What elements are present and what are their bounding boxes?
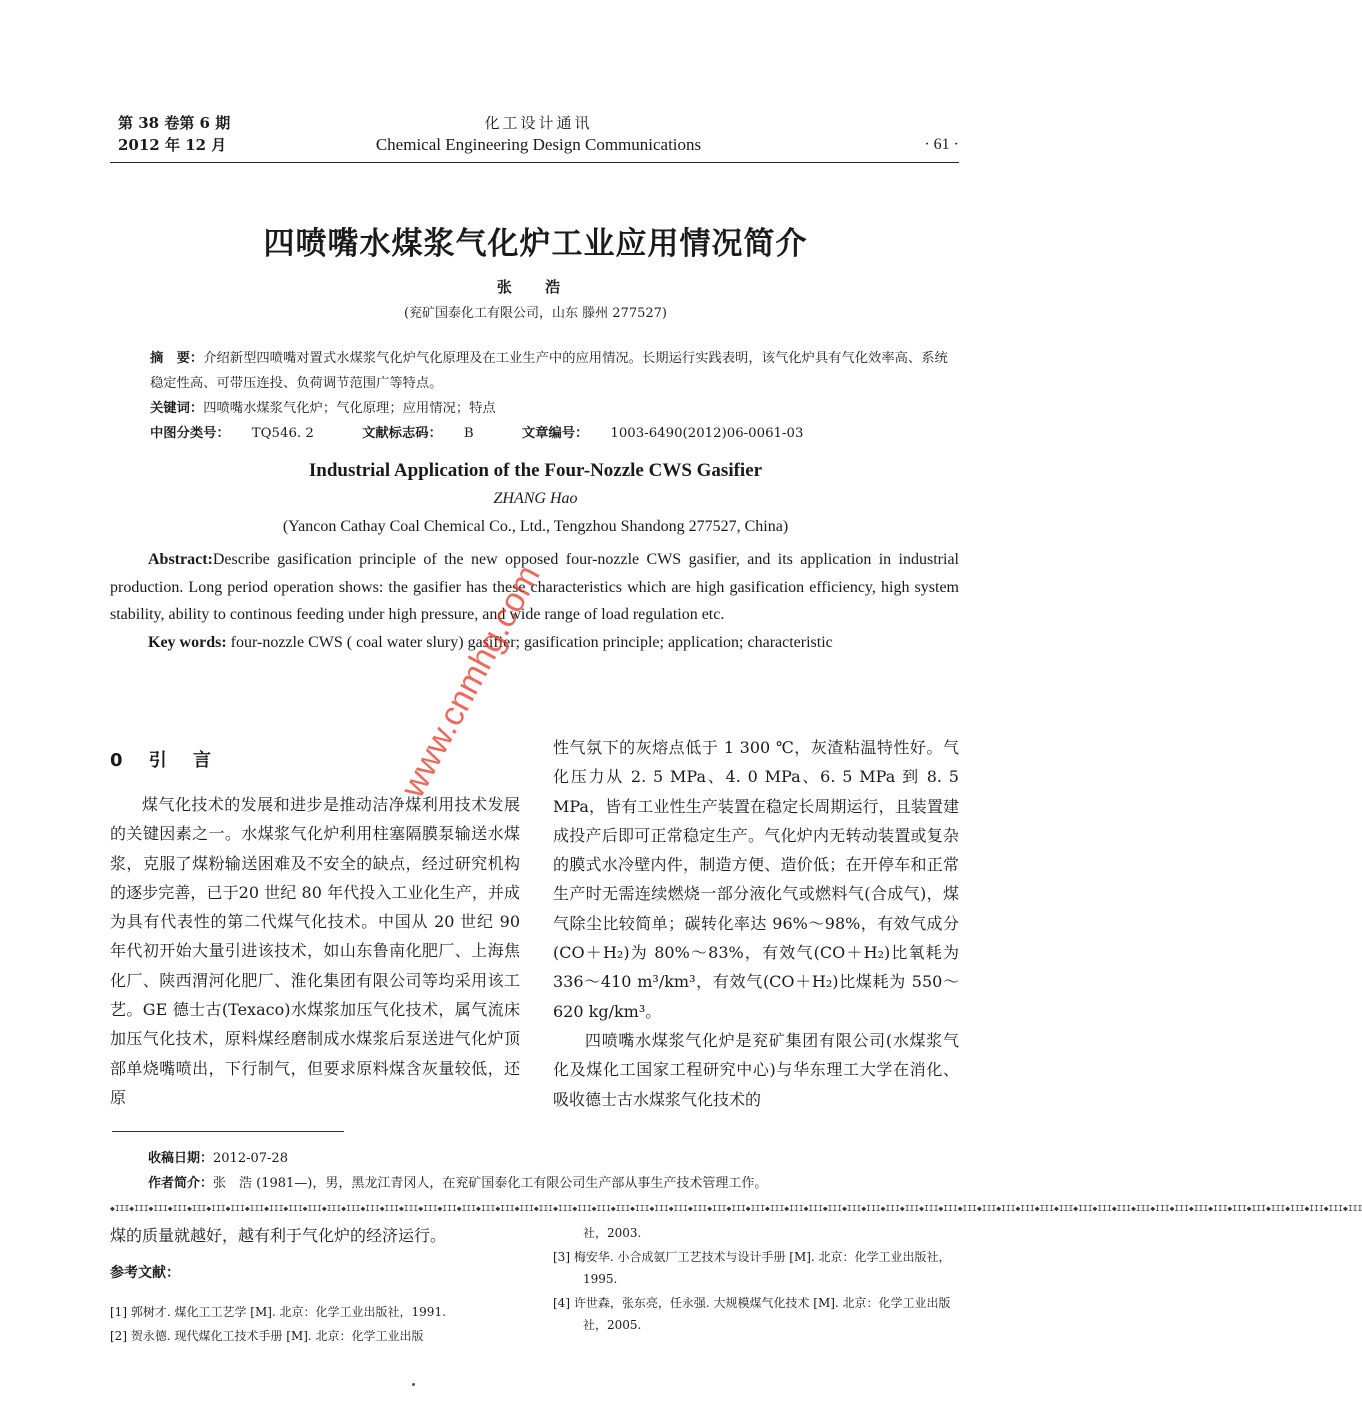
- reference-2-continued: 社，2003.: [583, 1226, 642, 1240]
- bio-label: 作者简介：: [148, 1176, 214, 1191]
- journal-name-en: Chemical Engineering Design Communications: [375, 135, 702, 154]
- intro-paragraph-1: 煤气化技术的发展和进步是推动洁净煤利用技术发展的关键因素之一。水煤浆气化炉利用柱塞隔膜泵输送水煤浆，克服了煤粉输送困难及不安全的缺点，经过研究机构的逐步完善，已于20 世纪 80 年代投入工业化生产，并成为具有代表性的第二代煤气化技术。中国从 20 世纪 90 年代初开始大量引进该技术，如山东鲁南化肥厂、上海焦化厂、陕西渭河化肥厂、淮化集团有限公司等均采用该工艺。GE 德士古(Texaco)水煤浆加压气化技术，属气流床加压气化技术，原料煤经磨制成水煤浆后泵送进气化炉顶部单烧嘴喷出，下行制气，但要求原料煤含灰量较低，还原: [110, 795, 520, 1107]
- affiliation-en: (Yancon Cathay Coal Chemical Co., Ltd., Tengzhou Shandong 277527, China): [282, 518, 789, 535]
- footnote-author-bio: [148, 1174, 959, 1194]
- affiliation-zh: (兖矿国泰化工有限公司，山东 滕州 277527): [403, 306, 668, 321]
- keywords-zh-text: 四喷嘴水煤浆气化炉；气化原理；应用情况；特点: [203, 401, 496, 416]
- journal-name-zh: 化工设计通讯: [484, 114, 593, 132]
- section-heading-intro: 0 引 言: [110, 750, 222, 771]
- reference-1: [1] 郭树才. 煤化工工艺学 [M]. 北京：化学工业出版社，1991.: [110, 1305, 446, 1319]
- author-en: ZHANG Hao: [493, 490, 578, 507]
- article-no-label: 文章编号：: [521, 426, 589, 441]
- abstract-en-label: Abstract:: [148, 551, 213, 568]
- footnote-received: [148, 1149, 959, 1169]
- page-number: · 61 ·: [924, 136, 959, 153]
- header-rule: [110, 162, 959, 163]
- bio-text: 张 浩 (1981—)，男，黑龙江青冈人，在兖矿国泰化工有限公司生产部从事生产技术管理工作。: [213, 1176, 768, 1191]
- scan-speck: [412, 1383, 415, 1386]
- reference-3: [3] 梅安华. 小合成氨厂工艺技术与设计手册 [M]. 北京：化学工业出版社，1995.: [553, 1250, 951, 1286]
- article-no-value: 1003-6490(2012)06-0061-03: [610, 426, 804, 441]
- received-date: 2012-07-28: [213, 1151, 288, 1166]
- left-column: [110, 790, 520, 1112]
- bottom-left-column: [110, 1222, 530, 1348]
- article-title-zh: 四喷嘴水煤浆气化炉工业应用情况简介: [263, 226, 808, 262]
- intro-paragraph-2: 四喷嘴水煤浆气化炉是兖矿集团有限公司(水煤浆气化及煤化工国家工程研究中心)与华东理工大学在消化、吸收德士古水煤浆气化技术的: [553, 1030, 959, 1109]
- classification-row: [150, 421, 959, 446]
- article-title-en: Industrial Application of the Four-Nozzle CWS Gasifier: [308, 460, 763, 481]
- abstract-en-text: Describe gasification principle of the new opposed four-nozzle CWS gasifier, and its application in industrial production. Long period operation shows: the gasifier has these characteristics which are high gasification efficiency, high system stability, ability to continous feeding under high pressure, and wide range of load regulation etc.: [110, 551, 959, 623]
- bottom-right-column: [553, 1222, 959, 1338]
- doc-code-label: 文献标志码：: [362, 426, 442, 441]
- keywords-en-text: four-nozzle CWS ( coal water slury) gasifier; gasification principle; application; characteristic: [230, 633, 833, 651]
- abstract-zh-label: 摘 要：: [150, 351, 204, 366]
- clc-value: TQ546. 2: [251, 426, 314, 441]
- footnote-rule: [112, 1131, 344, 1132]
- received-label: 收稿日期：: [148, 1151, 214, 1166]
- journal-name: [118, 112, 959, 156]
- page-break-divider: ◆III◆III◆III◆III◆III◆III◆III◆III◆III◆III◆III◆III◆III◆III◆III◆III◆III◆III◆III◆III◆III◆III◆III◆III◆III◆III◆III◆III◆III◆III◆III◆III◆III◆III◆III◆III◆III◆III◆III◆III◆III◆III◆III◆III◆III◆III◆III◆III◆III◆III◆III◆III◆III◆III◆III◆III◆III◆III◆III◆III◆III◆III◆III◆III◆III: [110, 1204, 1362, 1213]
- reference-4: [4] 许世森，张东亮，任永强. 大规模煤气化技术 [M]. 北京：化学工业出版社，2005.: [553, 1296, 951, 1332]
- reference-2: [2] 贺永德. 现代煤化工技术手册 [M]. 北京：化学工业出版: [110, 1329, 424, 1343]
- intro-paragraph-1-continued: 性气氛下的灰熔点低于 1 300 ℃，灰渣粘温特性好。气化压力从 2. 5 MPa、4. 0 MPa、6. 5 MPa 到 8. 5 MPa，皆有工业性生产装置在稳定长周期运行，且装置建成投产后即可正常稳定生产。气化炉内无转动装置或复杂的膜式水冷壁内件，制造方便、造价低；在开停车和正常生产时无需连续燃烧一部分液化气或燃料气(合成气)，煤气除尘比较简单；碳转化率达 96%～98%，有效气成分(CO＋H₂)为 80%～83%，有效气(CO＋H₂)比氧耗为 336～410 m³/km³，有效气(CO＋H₂)比煤耗为 550～620 kg/km³。: [553, 738, 959, 1021]
- keywords-zh-label: 关键词：: [150, 401, 204, 416]
- issue-date: 2012 年 12 月: [118, 136, 227, 154]
- references-heading: 参考文献：: [110, 1265, 180, 1281]
- watermark-text: www.cnmhg.com: [393, 559, 548, 804]
- abstract-zh-body: [150, 346, 959, 396]
- clc-label: 中图分类号：: [150, 426, 230, 441]
- author-zh: 张 浩: [496, 278, 575, 296]
- volume-issue: 第 38 卷第 6 期: [118, 114, 231, 132]
- continued-text: 煤的质量就越好，越有利于气化炉的经济运行。: [110, 1226, 447, 1245]
- abstract-zh-text: 介绍新型四喷嘴对置式水煤浆气化炉气化原理及在工业生产中的应用情况。长期运行实践表明，该气化炉具有气化效率高、系统稳定性高、可带压连投、负荷调节范围广等特点。: [150, 351, 948, 391]
- keywords-zh: [150, 396, 959, 421]
- keywords-en-label: Key words:: [148, 633, 227, 651]
- running-header: [118, 112, 959, 160]
- doc-code-value: B: [463, 426, 474, 441]
- abstract-zh: [150, 346, 959, 446]
